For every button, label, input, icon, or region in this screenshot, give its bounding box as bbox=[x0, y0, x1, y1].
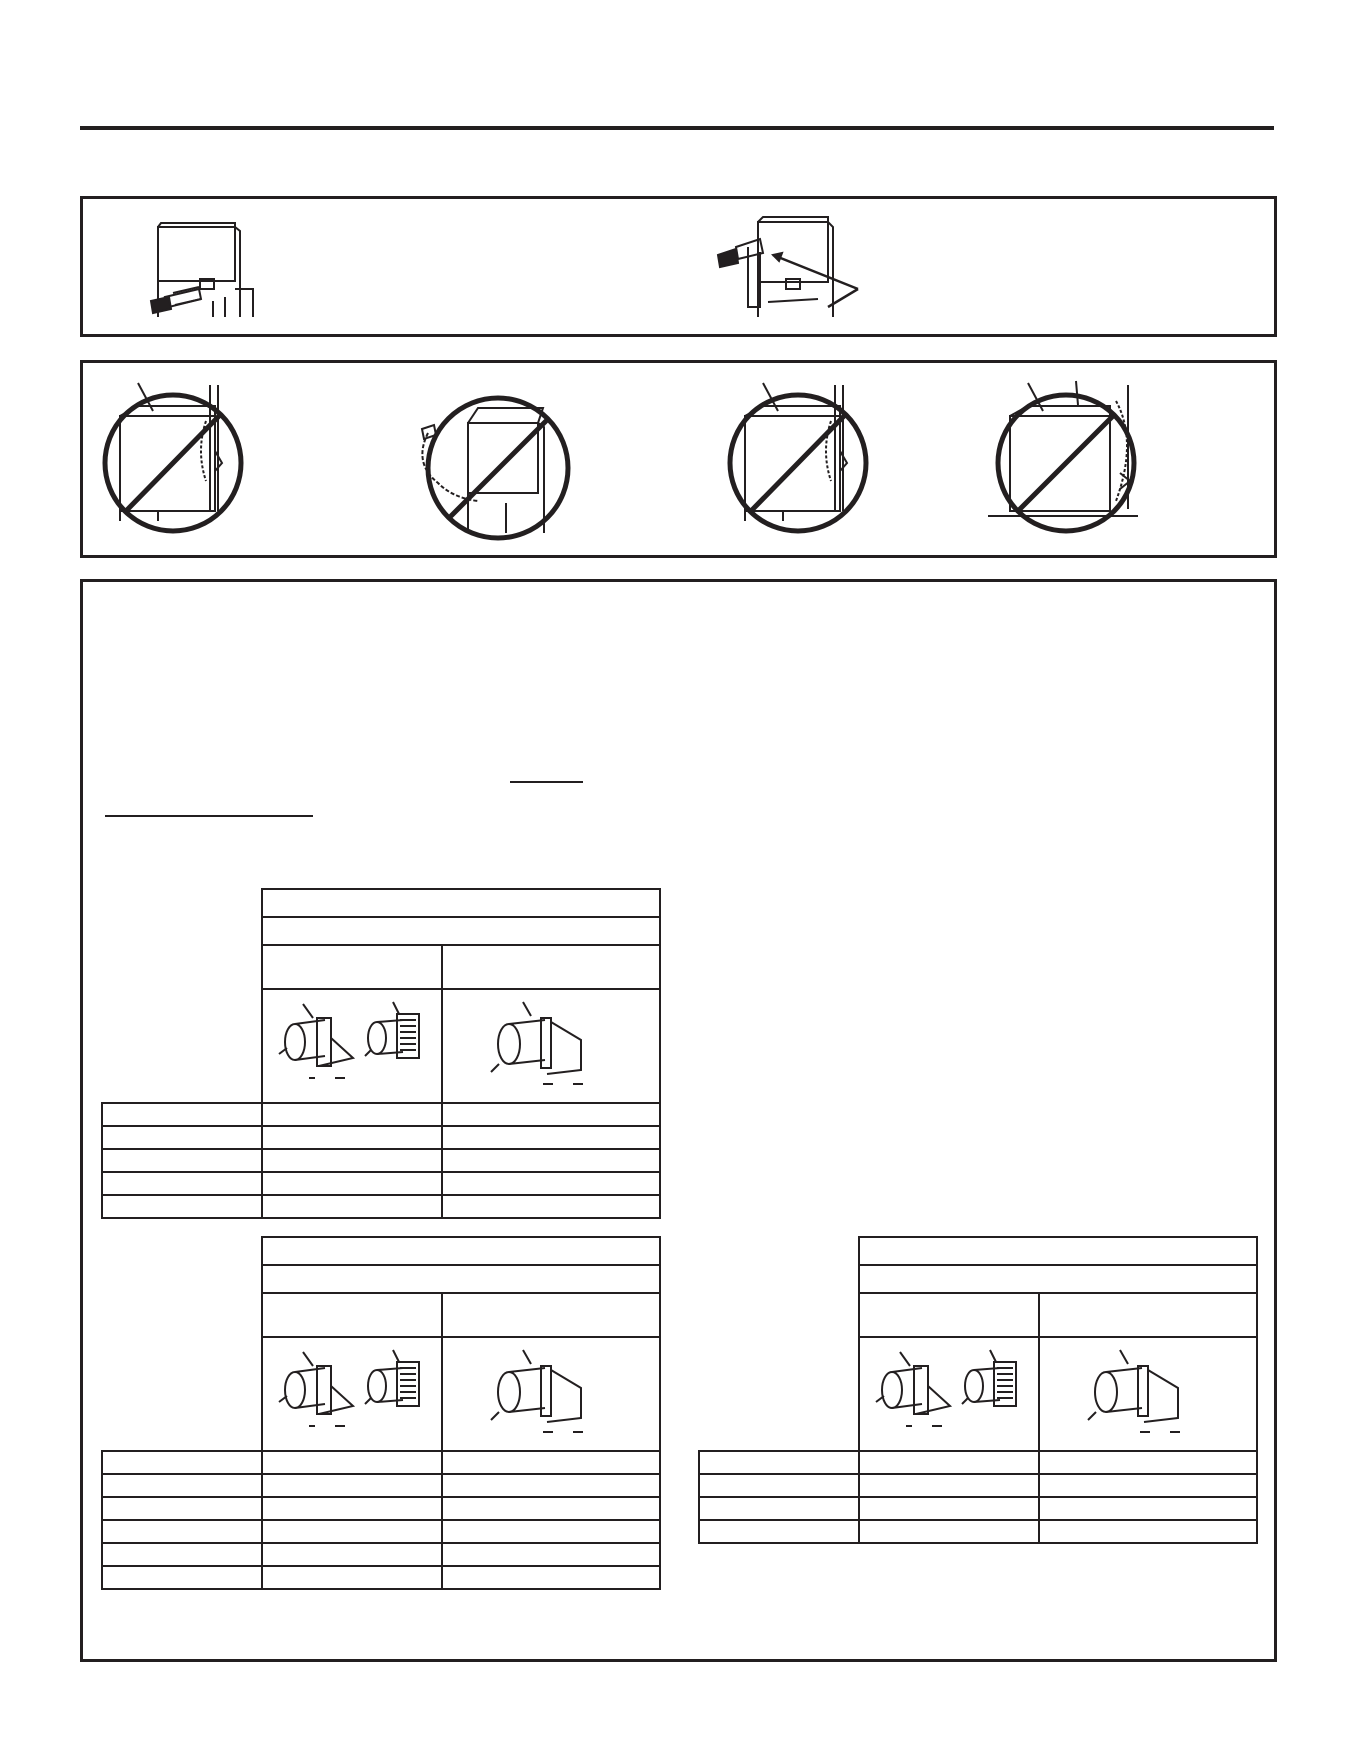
table-cell bbox=[859, 1451, 1039, 1474]
louvered-vent-hood-icon bbox=[870, 1344, 950, 1440]
table-row-header-cell bbox=[699, 1520, 859, 1543]
table-cell bbox=[442, 1566, 660, 1589]
table-cell bbox=[1039, 1451, 1257, 1474]
table-row-header-cell bbox=[102, 1172, 262, 1195]
hood-column-label bbox=[859, 1293, 1039, 1337]
table-row bbox=[102, 1474, 660, 1497]
prohibited-crossed-circle-icon bbox=[988, 381, 1188, 541]
table-cell bbox=[262, 1126, 442, 1149]
table-row bbox=[102, 1543, 660, 1566]
table-cell bbox=[262, 1566, 442, 1589]
table-cell bbox=[859, 1474, 1039, 1497]
table-cell bbox=[442, 1497, 660, 1520]
table-cell bbox=[1039, 1497, 1257, 1520]
table-row-header-cell bbox=[102, 1103, 262, 1126]
unacceptable-installations-panel bbox=[80, 360, 1277, 558]
table-cell bbox=[442, 1543, 660, 1566]
table-row-header-cell bbox=[102, 1451, 262, 1474]
acceptable-installations-panel bbox=[80, 196, 1277, 337]
table-row-header-cell bbox=[699, 1451, 859, 1474]
hood-pictures-cell bbox=[442, 989, 660, 1103]
table-row-header-cell bbox=[102, 1543, 262, 1566]
table-row bbox=[102, 1126, 660, 1149]
table-cell bbox=[262, 1195, 442, 1218]
table-header bbox=[262, 889, 660, 917]
table-cell bbox=[442, 1195, 660, 1218]
table-cell bbox=[262, 1520, 442, 1543]
hood-column-label bbox=[1039, 1293, 1257, 1337]
vent-table-a bbox=[101, 888, 661, 1219]
table-cell bbox=[442, 1126, 660, 1149]
louvered-vent-hood-icon bbox=[273, 1344, 353, 1440]
title-rule bbox=[80, 126, 1274, 130]
table-subheader bbox=[859, 1265, 1257, 1293]
table-cell bbox=[442, 1474, 660, 1497]
hood-pictures-cell bbox=[442, 1337, 660, 1451]
emphasis-underline-1 bbox=[510, 781, 583, 783]
angled-vent-hood-icon bbox=[1080, 1348, 1190, 1444]
table-subheader bbox=[262, 917, 660, 945]
box-vent-hood-icon bbox=[363, 1348, 433, 1428]
prohibited-crossed-circle-icon bbox=[723, 381, 903, 541]
box-vent-hood-icon bbox=[363, 1000, 433, 1080]
box-vent-hood-icon bbox=[960, 1348, 1030, 1428]
table-cell bbox=[442, 1172, 660, 1195]
table-cell bbox=[1039, 1474, 1257, 1497]
table-header bbox=[859, 1237, 1257, 1265]
table-cell bbox=[262, 1543, 442, 1566]
angled-vent-hood-icon bbox=[483, 1000, 593, 1096]
table-row bbox=[102, 1149, 660, 1172]
table-row bbox=[699, 1451, 1257, 1474]
dryer-exhaust-rear-icon bbox=[143, 209, 273, 324]
hood-column-label bbox=[442, 945, 660, 989]
table-row-header-cell bbox=[102, 1520, 262, 1543]
table-cell bbox=[262, 1474, 442, 1497]
table-row-header-cell bbox=[102, 1149, 262, 1172]
table-cell bbox=[262, 1497, 442, 1520]
table-header bbox=[262, 1237, 660, 1265]
table-cell bbox=[859, 1520, 1039, 1543]
table-row-header-cell bbox=[102, 1195, 262, 1218]
table-row bbox=[102, 1497, 660, 1520]
table-row-header-cell bbox=[102, 1474, 262, 1497]
louvered-vent-hood-icon bbox=[273, 996, 353, 1092]
table-cell bbox=[442, 1451, 660, 1474]
vent-table-c bbox=[698, 1236, 1258, 1544]
table-cell bbox=[262, 1149, 442, 1172]
prohibited-crossed-circle-icon bbox=[98, 381, 278, 541]
table-row bbox=[699, 1474, 1257, 1497]
table-row bbox=[102, 1172, 660, 1195]
table-row bbox=[102, 1451, 660, 1474]
table-row-header-cell bbox=[102, 1566, 262, 1589]
table-cell bbox=[262, 1103, 442, 1126]
table-cell bbox=[442, 1520, 660, 1543]
table-cell bbox=[262, 1172, 442, 1195]
table-row-header-cell bbox=[102, 1126, 262, 1149]
hood-pictures-cell bbox=[262, 1337, 442, 1451]
hood-column-label bbox=[442, 1293, 660, 1337]
table-row bbox=[102, 1566, 660, 1589]
hood-column-label bbox=[262, 945, 442, 989]
hood-pictures-cell bbox=[1039, 1337, 1257, 1451]
table-cell bbox=[1039, 1520, 1257, 1543]
table-row bbox=[699, 1520, 1257, 1543]
hood-column-label bbox=[262, 1293, 442, 1337]
table-row bbox=[102, 1103, 660, 1126]
prohibited-crossed-circle-icon bbox=[408, 383, 588, 553]
table-cell bbox=[859, 1497, 1039, 1520]
exhaust-length-panel bbox=[80, 579, 1277, 1662]
vent-table-b bbox=[101, 1236, 661, 1590]
table-cell bbox=[442, 1103, 660, 1126]
table-row bbox=[102, 1195, 660, 1218]
table-row-header-cell bbox=[699, 1497, 859, 1520]
table-row-header-cell bbox=[102, 1497, 262, 1520]
table-cell bbox=[442, 1149, 660, 1172]
table-subheader bbox=[262, 1265, 660, 1293]
dryer-exhaust-elbow-up-icon bbox=[678, 207, 928, 327]
table-row-header-cell bbox=[699, 1474, 859, 1497]
hood-pictures-cell bbox=[262, 989, 442, 1103]
hood-pictures-cell bbox=[859, 1337, 1039, 1451]
emphasis-underline-2 bbox=[105, 815, 313, 817]
angled-vent-hood-icon bbox=[483, 1348, 593, 1444]
table-cell bbox=[262, 1451, 442, 1474]
table-row bbox=[102, 1520, 660, 1543]
table-row bbox=[699, 1497, 1257, 1520]
